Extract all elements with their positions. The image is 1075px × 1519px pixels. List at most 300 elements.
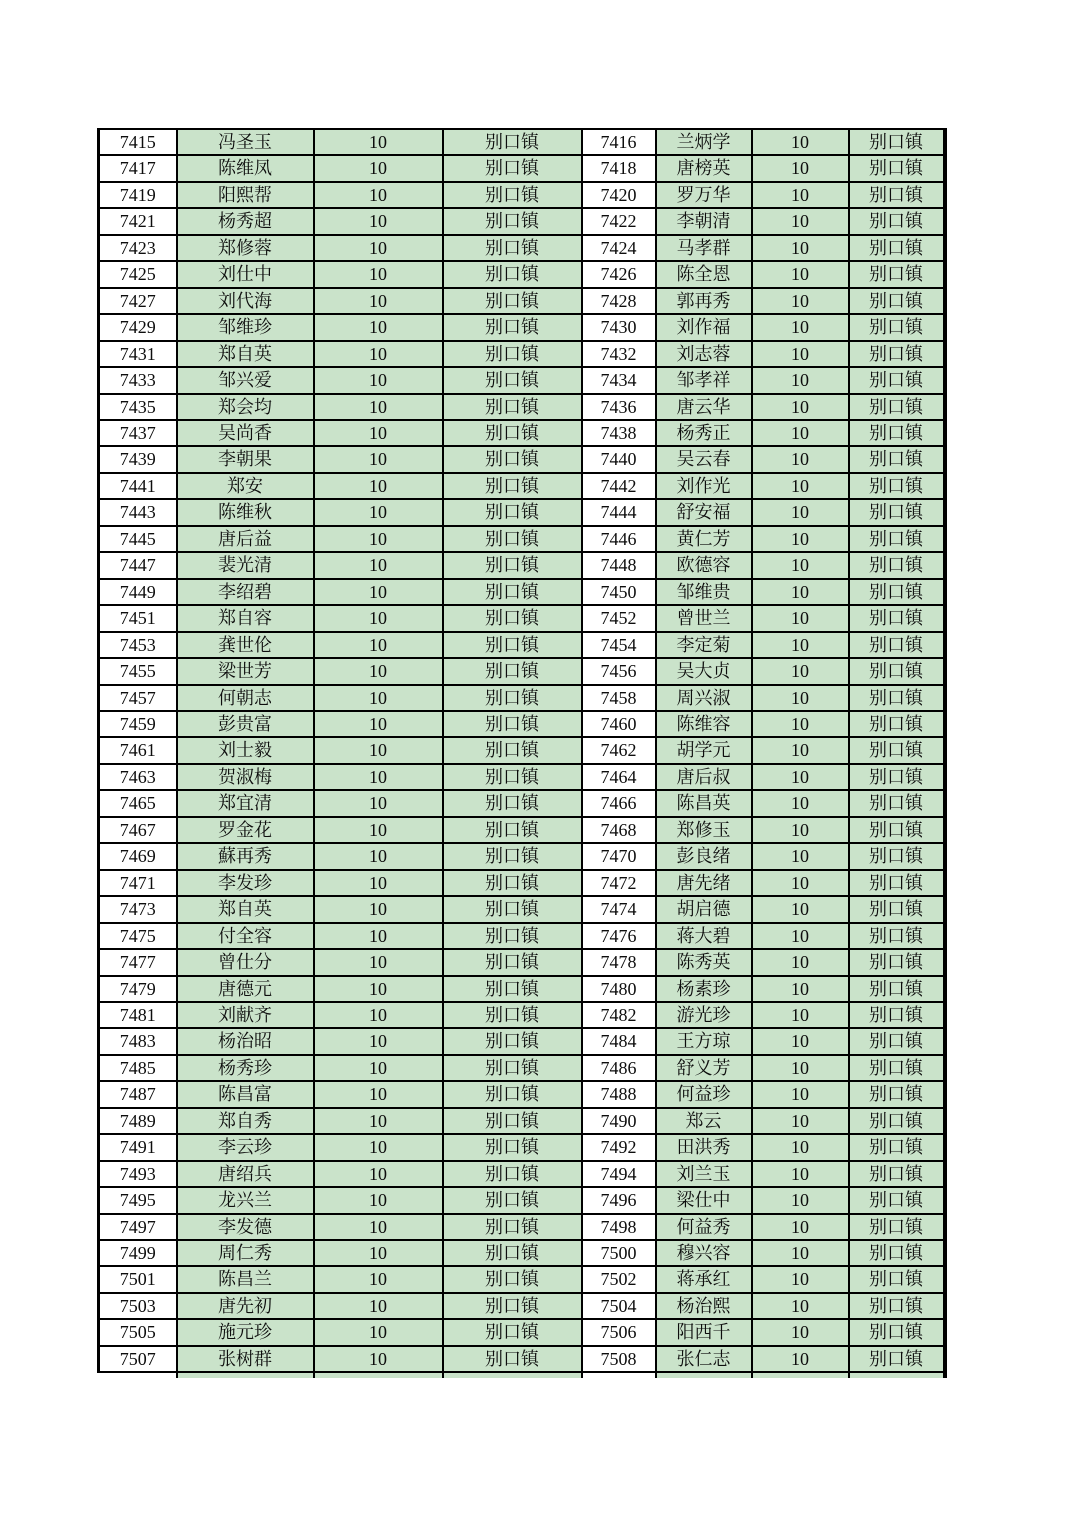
table-row xyxy=(99,976,945,1002)
value-cell: 10 xyxy=(314,1134,443,1160)
id-cell: 7434 xyxy=(582,367,656,393)
id-cell: 7430 xyxy=(582,314,656,340)
town-cell: 别口镇 xyxy=(849,1108,945,1134)
id-cell: 7487 xyxy=(99,1081,177,1107)
town-cell: 别口镇 xyxy=(849,711,945,737)
id-cell: 7488 xyxy=(582,1081,656,1107)
value-cell: 10 xyxy=(314,1240,443,1266)
value-cell: 10 xyxy=(314,314,443,340)
table-row xyxy=(99,1240,945,1266)
value-cell: 10 xyxy=(314,1293,443,1319)
name-cell: 胡学元 xyxy=(656,737,752,763)
value-cell: 10 xyxy=(752,870,849,896)
town-cell: 别口镇 xyxy=(443,182,582,208)
name-cell: 马孝群 xyxy=(656,235,752,261)
value-cell: 10 xyxy=(314,499,443,525)
town-cell: 别口镇 xyxy=(443,1028,582,1054)
town-cell: 别口镇 xyxy=(443,658,582,684)
town-cell: 别口镇 xyxy=(443,1161,582,1187)
clipped-value-cell xyxy=(752,1372,849,1378)
value-cell: 10 xyxy=(752,394,849,420)
name-cell: 蒋大碧 xyxy=(656,923,752,949)
roster-table xyxy=(97,128,947,1378)
name-cell: 胡启德 xyxy=(656,896,752,922)
value-cell: 10 xyxy=(752,261,849,287)
name-cell: 李发珍 xyxy=(177,870,314,896)
name-cell: 曾世兰 xyxy=(656,605,752,631)
name-cell: 郑安 xyxy=(177,473,314,499)
town-cell: 别口镇 xyxy=(849,235,945,261)
town-cell: 别口镇 xyxy=(443,1266,582,1292)
name-cell: 何益秀 xyxy=(656,1214,752,1240)
name-cell: 郑自英 xyxy=(177,896,314,922)
town-cell: 别口镇 xyxy=(443,314,582,340)
value-cell: 10 xyxy=(314,1266,443,1292)
id-cell: 7490 xyxy=(582,1108,656,1134)
name-cell: 李绍碧 xyxy=(177,579,314,605)
id-cell: 7477 xyxy=(99,949,177,975)
id-cell: 7432 xyxy=(582,341,656,367)
name-cell: 邹兴爱 xyxy=(177,367,314,393)
name-cell: 刘代海 xyxy=(177,288,314,314)
id-cell: 7479 xyxy=(99,976,177,1002)
table-row xyxy=(99,394,945,420)
town-cell: 别口镇 xyxy=(443,261,582,287)
town-cell: 别口镇 xyxy=(443,923,582,949)
id-cell: 7424 xyxy=(582,235,656,261)
name-cell: 张树群 xyxy=(177,1346,314,1372)
value-cell: 10 xyxy=(314,526,443,552)
table-row xyxy=(99,1055,945,1081)
table-row xyxy=(99,155,945,181)
clipped-value-cell xyxy=(314,1372,443,1378)
id-cell: 7428 xyxy=(582,288,656,314)
name-cell: 阳西千 xyxy=(656,1319,752,1345)
table-row xyxy=(99,182,945,208)
value-cell: 10 xyxy=(314,632,443,658)
value-cell: 10 xyxy=(752,1108,849,1134)
value-cell: 10 xyxy=(752,341,849,367)
name-cell: 陈昌富 xyxy=(177,1081,314,1107)
town-cell: 别口镇 xyxy=(443,605,582,631)
id-cell: 7421 xyxy=(99,208,177,234)
value-cell: 10 xyxy=(752,446,849,472)
id-cell: 7478 xyxy=(582,949,656,975)
name-cell: 蘇再秀 xyxy=(177,843,314,869)
value-cell: 10 xyxy=(752,367,849,393)
town-cell: 别口镇 xyxy=(443,790,582,816)
id-cell: 7442 xyxy=(582,473,656,499)
value-cell: 10 xyxy=(314,1161,443,1187)
table-row xyxy=(99,737,945,763)
id-cell: 7498 xyxy=(582,1214,656,1240)
value-cell: 10 xyxy=(314,1346,443,1372)
town-cell: 别口镇 xyxy=(849,1293,945,1319)
name-cell: 吴尚香 xyxy=(177,420,314,446)
name-cell: 杨治昭 xyxy=(177,1028,314,1054)
name-cell: 游光珍 xyxy=(656,1002,752,1028)
table-row xyxy=(99,367,945,393)
value-cell: 10 xyxy=(314,394,443,420)
name-cell: 刘仕中 xyxy=(177,261,314,287)
table-row xyxy=(99,1028,945,1054)
town-cell: 别口镇 xyxy=(443,737,582,763)
value-cell: 10 xyxy=(752,579,849,605)
name-cell: 刘兰玉 xyxy=(656,1161,752,1187)
value-cell: 10 xyxy=(314,896,443,922)
table-row xyxy=(99,261,945,287)
town-cell: 别口镇 xyxy=(443,896,582,922)
id-cell: 7427 xyxy=(99,288,177,314)
town-cell: 别口镇 xyxy=(849,790,945,816)
name-cell: 黄仁芳 xyxy=(656,526,752,552)
value-cell: 10 xyxy=(314,1187,443,1213)
value-cell: 10 xyxy=(752,1134,849,1160)
town-cell: 别口镇 xyxy=(443,1187,582,1213)
value-cell: 10 xyxy=(752,817,849,843)
town-cell: 别口镇 xyxy=(849,1055,945,1081)
value-cell: 10 xyxy=(752,764,849,790)
id-cell: 7481 xyxy=(99,1002,177,1028)
value-cell: 10 xyxy=(314,1319,443,1345)
name-cell: 唐绍兵 xyxy=(177,1161,314,1187)
value-cell: 10 xyxy=(314,367,443,393)
table-row xyxy=(99,473,945,499)
name-cell: 曾仕分 xyxy=(177,949,314,975)
town-cell: 别口镇 xyxy=(849,261,945,287)
town-cell: 别口镇 xyxy=(849,526,945,552)
clipped-name-cell xyxy=(656,1372,752,1378)
town-cell: 别口镇 xyxy=(849,976,945,1002)
name-cell: 杨秀正 xyxy=(656,420,752,446)
clipped-id-cell xyxy=(582,1372,656,1378)
town-cell: 别口镇 xyxy=(849,1161,945,1187)
value-cell: 10 xyxy=(752,790,849,816)
name-cell: 兰炳学 xyxy=(656,129,752,155)
town-cell: 别口镇 xyxy=(849,129,945,155)
town-cell: 别口镇 xyxy=(443,473,582,499)
id-cell: 7485 xyxy=(99,1055,177,1081)
table-row xyxy=(99,843,945,869)
id-cell: 7494 xyxy=(582,1161,656,1187)
town-cell: 别口镇 xyxy=(443,949,582,975)
table-row xyxy=(99,790,945,816)
name-cell: 陈全恩 xyxy=(656,261,752,287)
value-cell: 10 xyxy=(314,182,443,208)
name-cell: 唐后叔 xyxy=(656,764,752,790)
town-cell: 别口镇 xyxy=(849,1319,945,1345)
id-cell: 7486 xyxy=(582,1055,656,1081)
table-row xyxy=(99,208,945,234)
town-cell: 别口镇 xyxy=(443,976,582,1002)
value-cell: 10 xyxy=(752,605,849,631)
name-cell: 付全容 xyxy=(177,923,314,949)
id-cell: 7452 xyxy=(582,605,656,631)
id-cell: 7446 xyxy=(582,526,656,552)
id-cell: 7449 xyxy=(99,579,177,605)
name-cell: 陈昌兰 xyxy=(177,1266,314,1292)
town-cell: 别口镇 xyxy=(443,129,582,155)
name-cell: 舒安福 xyxy=(656,499,752,525)
table-row xyxy=(99,1002,945,1028)
table-row xyxy=(99,1161,945,1187)
name-cell: 唐先绪 xyxy=(656,870,752,896)
id-cell: 7491 xyxy=(99,1134,177,1160)
value-cell: 10 xyxy=(752,843,849,869)
value-cell: 10 xyxy=(314,1214,443,1240)
value-cell: 10 xyxy=(314,473,443,499)
id-cell: 7502 xyxy=(582,1266,656,1292)
id-cell: 7466 xyxy=(582,790,656,816)
name-cell: 何益珍 xyxy=(656,1081,752,1107)
name-cell: 蒋承红 xyxy=(656,1266,752,1292)
table-row xyxy=(99,605,945,631)
name-cell: 李朝果 xyxy=(177,446,314,472)
clipped-next-row xyxy=(99,1372,945,1378)
table-row xyxy=(99,896,945,922)
value-cell: 10 xyxy=(314,685,443,711)
name-cell: 田洪秀 xyxy=(656,1134,752,1160)
town-cell: 别口镇 xyxy=(849,896,945,922)
value-cell: 10 xyxy=(314,790,443,816)
id-cell: 7417 xyxy=(99,155,177,181)
town-cell: 别口镇 xyxy=(849,446,945,472)
name-cell: 施元珍 xyxy=(177,1319,314,1345)
name-cell: 彭良绪 xyxy=(656,843,752,869)
value-cell: 10 xyxy=(752,420,849,446)
value-cell: 10 xyxy=(314,1028,443,1054)
value-cell: 10 xyxy=(314,764,443,790)
value-cell: 10 xyxy=(752,1081,849,1107)
id-cell: 7462 xyxy=(582,737,656,763)
value-cell: 10 xyxy=(752,711,849,737)
id-cell: 7469 xyxy=(99,843,177,869)
value-cell: 10 xyxy=(752,896,849,922)
town-cell: 别口镇 xyxy=(443,367,582,393)
table-row xyxy=(99,1214,945,1240)
name-cell: 王方琼 xyxy=(656,1028,752,1054)
clipped-id-cell xyxy=(99,1372,177,1378)
roster-table-grid xyxy=(97,128,947,1378)
name-cell: 裴光清 xyxy=(177,552,314,578)
value-cell: 10 xyxy=(314,208,443,234)
name-cell: 邹维贵 xyxy=(656,579,752,605)
value-cell: 10 xyxy=(752,685,849,711)
town-cell: 别口镇 xyxy=(849,1346,945,1372)
value-cell: 10 xyxy=(314,420,443,446)
name-cell: 郑修蓉 xyxy=(177,235,314,261)
id-cell: 7443 xyxy=(99,499,177,525)
name-cell: 杨素珍 xyxy=(656,976,752,1002)
town-cell: 别口镇 xyxy=(443,764,582,790)
name-cell: 杨秀超 xyxy=(177,208,314,234)
town-cell: 别口镇 xyxy=(849,579,945,605)
name-cell: 欧德容 xyxy=(656,552,752,578)
town-cell: 别口镇 xyxy=(443,711,582,737)
value-cell: 10 xyxy=(752,1214,849,1240)
name-cell: 罗金花 xyxy=(177,817,314,843)
value-cell: 10 xyxy=(314,1055,443,1081)
id-cell: 7441 xyxy=(99,473,177,499)
value-cell: 10 xyxy=(314,288,443,314)
table-row xyxy=(99,817,945,843)
value-cell: 10 xyxy=(752,552,849,578)
value-cell: 10 xyxy=(752,923,849,949)
table-row xyxy=(99,1319,945,1345)
table-row xyxy=(99,314,945,340)
name-cell: 李定菊 xyxy=(656,632,752,658)
value-cell: 10 xyxy=(752,1055,849,1081)
town-cell: 别口镇 xyxy=(849,1028,945,1054)
table-row xyxy=(99,446,945,472)
town-cell: 别口镇 xyxy=(849,314,945,340)
id-cell: 7461 xyxy=(99,737,177,763)
town-cell: 别口镇 xyxy=(849,288,945,314)
id-cell: 7419 xyxy=(99,182,177,208)
town-cell: 别口镇 xyxy=(443,1134,582,1160)
value-cell: 10 xyxy=(314,129,443,155)
id-cell: 7436 xyxy=(582,394,656,420)
town-cell: 别口镇 xyxy=(443,446,582,472)
id-cell: 7453 xyxy=(99,632,177,658)
name-cell: 刘献齐 xyxy=(177,1002,314,1028)
id-cell: 7480 xyxy=(582,976,656,1002)
table-row xyxy=(99,1187,945,1213)
table-row xyxy=(99,1266,945,1292)
name-cell: 杨秀珍 xyxy=(177,1055,314,1081)
town-cell: 别口镇 xyxy=(443,870,582,896)
value-cell: 10 xyxy=(752,1161,849,1187)
value-cell: 10 xyxy=(314,1002,443,1028)
value-cell: 10 xyxy=(752,737,849,763)
value-cell: 10 xyxy=(314,843,443,869)
name-cell: 唐德元 xyxy=(177,976,314,1002)
value-cell: 10 xyxy=(314,949,443,975)
id-cell: 7447 xyxy=(99,552,177,578)
town-cell: 别口镇 xyxy=(849,737,945,763)
table-row xyxy=(99,1108,945,1134)
town-cell: 别口镇 xyxy=(849,208,945,234)
id-cell: 7467 xyxy=(99,817,177,843)
id-cell: 7439 xyxy=(99,446,177,472)
value-cell: 10 xyxy=(752,1293,849,1319)
name-cell: 陈维秋 xyxy=(177,499,314,525)
id-cell: 7495 xyxy=(99,1187,177,1213)
table-row xyxy=(99,1346,945,1372)
table-row xyxy=(99,341,945,367)
town-cell: 别口镇 xyxy=(443,1240,582,1266)
id-cell: 7422 xyxy=(582,208,656,234)
town-cell: 别口镇 xyxy=(849,182,945,208)
name-cell: 张仁志 xyxy=(656,1346,752,1372)
table-row xyxy=(99,632,945,658)
id-cell: 7456 xyxy=(582,658,656,684)
town-cell: 别口镇 xyxy=(849,1187,945,1213)
table-row xyxy=(99,685,945,711)
value-cell: 10 xyxy=(752,155,849,181)
name-cell: 唐先初 xyxy=(177,1293,314,1319)
town-cell: 别口镇 xyxy=(443,552,582,578)
value-cell: 10 xyxy=(752,632,849,658)
table-row xyxy=(99,552,945,578)
value-cell: 10 xyxy=(314,817,443,843)
value-cell: 10 xyxy=(752,526,849,552)
name-cell: 陈维凤 xyxy=(177,155,314,181)
id-cell: 7445 xyxy=(99,526,177,552)
value-cell: 10 xyxy=(752,473,849,499)
town-cell: 别口镇 xyxy=(443,632,582,658)
id-cell: 7440 xyxy=(582,446,656,472)
town-cell: 别口镇 xyxy=(849,155,945,181)
id-cell: 7464 xyxy=(582,764,656,790)
id-cell: 7475 xyxy=(99,923,177,949)
name-cell: 周仁秀 xyxy=(177,1240,314,1266)
town-cell: 别口镇 xyxy=(443,394,582,420)
name-cell: 龙兴兰 xyxy=(177,1187,314,1213)
town-cell: 别口镇 xyxy=(849,499,945,525)
id-cell: 7415 xyxy=(99,129,177,155)
id-cell: 7433 xyxy=(99,367,177,393)
value-cell: 10 xyxy=(752,288,849,314)
id-cell: 7451 xyxy=(99,605,177,631)
town-cell: 别口镇 xyxy=(849,367,945,393)
name-cell: 邹维珍 xyxy=(177,314,314,340)
value-cell: 10 xyxy=(752,182,849,208)
value-cell: 10 xyxy=(752,1028,849,1054)
table-row xyxy=(99,288,945,314)
id-cell: 7468 xyxy=(582,817,656,843)
town-cell: 别口镇 xyxy=(849,1081,945,1107)
town-cell: 别口镇 xyxy=(849,420,945,446)
value-cell: 10 xyxy=(314,737,443,763)
town-cell: 别口镇 xyxy=(849,870,945,896)
id-cell: 7450 xyxy=(582,579,656,605)
town-cell: 别口镇 xyxy=(849,552,945,578)
clipped-town-cell xyxy=(443,1372,582,1378)
name-cell: 郑自秀 xyxy=(177,1108,314,1134)
value-cell: 10 xyxy=(314,155,443,181)
id-cell: 7420 xyxy=(582,182,656,208)
id-cell: 7463 xyxy=(99,764,177,790)
id-cell: 7484 xyxy=(582,1028,656,1054)
table-row xyxy=(99,658,945,684)
name-cell: 陈维容 xyxy=(656,711,752,737)
town-cell: 别口镇 xyxy=(443,420,582,446)
id-cell: 7493 xyxy=(99,1161,177,1187)
value-cell: 10 xyxy=(752,314,849,340)
id-cell: 7444 xyxy=(582,499,656,525)
id-cell: 7504 xyxy=(582,1293,656,1319)
table-row xyxy=(99,764,945,790)
table-row xyxy=(99,579,945,605)
town-cell: 别口镇 xyxy=(443,1108,582,1134)
id-cell: 7459 xyxy=(99,711,177,737)
value-cell: 10 xyxy=(752,658,849,684)
id-cell: 7476 xyxy=(582,923,656,949)
id-cell: 7499 xyxy=(99,1240,177,1266)
id-cell: 7483 xyxy=(99,1028,177,1054)
value-cell: 10 xyxy=(752,208,849,234)
town-cell: 别口镇 xyxy=(849,473,945,499)
id-cell: 7426 xyxy=(582,261,656,287)
value-cell: 10 xyxy=(314,446,443,472)
town-cell: 别口镇 xyxy=(849,949,945,975)
id-cell: 7472 xyxy=(582,870,656,896)
value-cell: 10 xyxy=(752,1187,849,1213)
town-cell: 别口镇 xyxy=(849,685,945,711)
name-cell: 郑自容 xyxy=(177,605,314,631)
town-cell: 别口镇 xyxy=(849,1240,945,1266)
